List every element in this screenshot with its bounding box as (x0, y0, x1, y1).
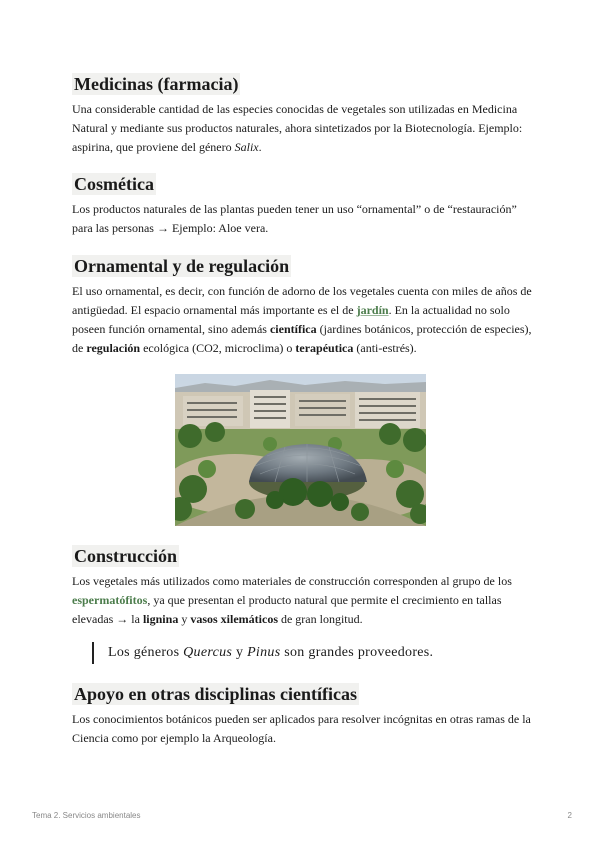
jardin-link[interactable]: jardín (356, 303, 389, 317)
section-cosmetica (72, 173, 532, 238)
page-number: 2 (567, 811, 572, 820)
paragraph-construccion: Los vegetales más utilizados como materiales de construcción corresponden al grupo de los espermatófitos, ya que presentan el producto natural que permite el crecimiento en tallas elevadas → la lignina y vasos xilemáticos de gran longitud. (72, 574, 512, 626)
paragraph-apoyo: Los conocimientos botánicos pueden ser aplicados para resolver incógnitas en otras ramas de la Ciencia como por ejemplo la Arqueología. (72, 712, 531, 745)
section-construccion (72, 545, 532, 629)
heading-medicinas: Medicinas (farmacia) (74, 74, 239, 94)
footer-title: Tema 2. Servicios ambientales (32, 811, 141, 820)
paragraph-medicinas: Una considerable cantidad de las especies conocidas de vegetales son utilizadas en Medicina Natural y mediante sus productos naturales, ahora sintetizados por la Biotecnología. Ejemplo: aspirina, que proviene del género Salix. (72, 102, 523, 154)
heading-apoyo: Apoyo en otras disciplinas científicas (74, 684, 358, 704)
heading-cosmetica: Cosmética (74, 174, 154, 194)
espermatofitos-term: espermatófitos (72, 593, 148, 607)
heading-ornamental: Ornamental y de regulación (74, 256, 290, 276)
paragraph-cosmetica: Los productos naturales de las plantas pueden tener un uso “ornamental” o de “restauración” para las personas → Ejemplo: Aloe vera. (72, 202, 517, 235)
section-ornamental (72, 255, 532, 358)
botanical-garden-photo (175, 374, 426, 526)
section-apoyo (72, 683, 532, 748)
heading-construccion: Construcción (74, 546, 177, 566)
paragraph-ornamental: El uso ornamental, es decir, con función de adorno de los vegetales cuenta con miles de años de antigüedad. El espacio ornamental más importante es el de jardín. En la actualidad no solo poseen función ornamental, sino además científica (jardines botánicos, protección de especies), de regulación ecológica (CO2, microclima) o terapéutica (anti-estrés). (72, 284, 532, 355)
blockquote: Los géneros Quercus y Pinus son grandes proveedores. (92, 642, 433, 664)
section-medicinas (72, 73, 532, 157)
